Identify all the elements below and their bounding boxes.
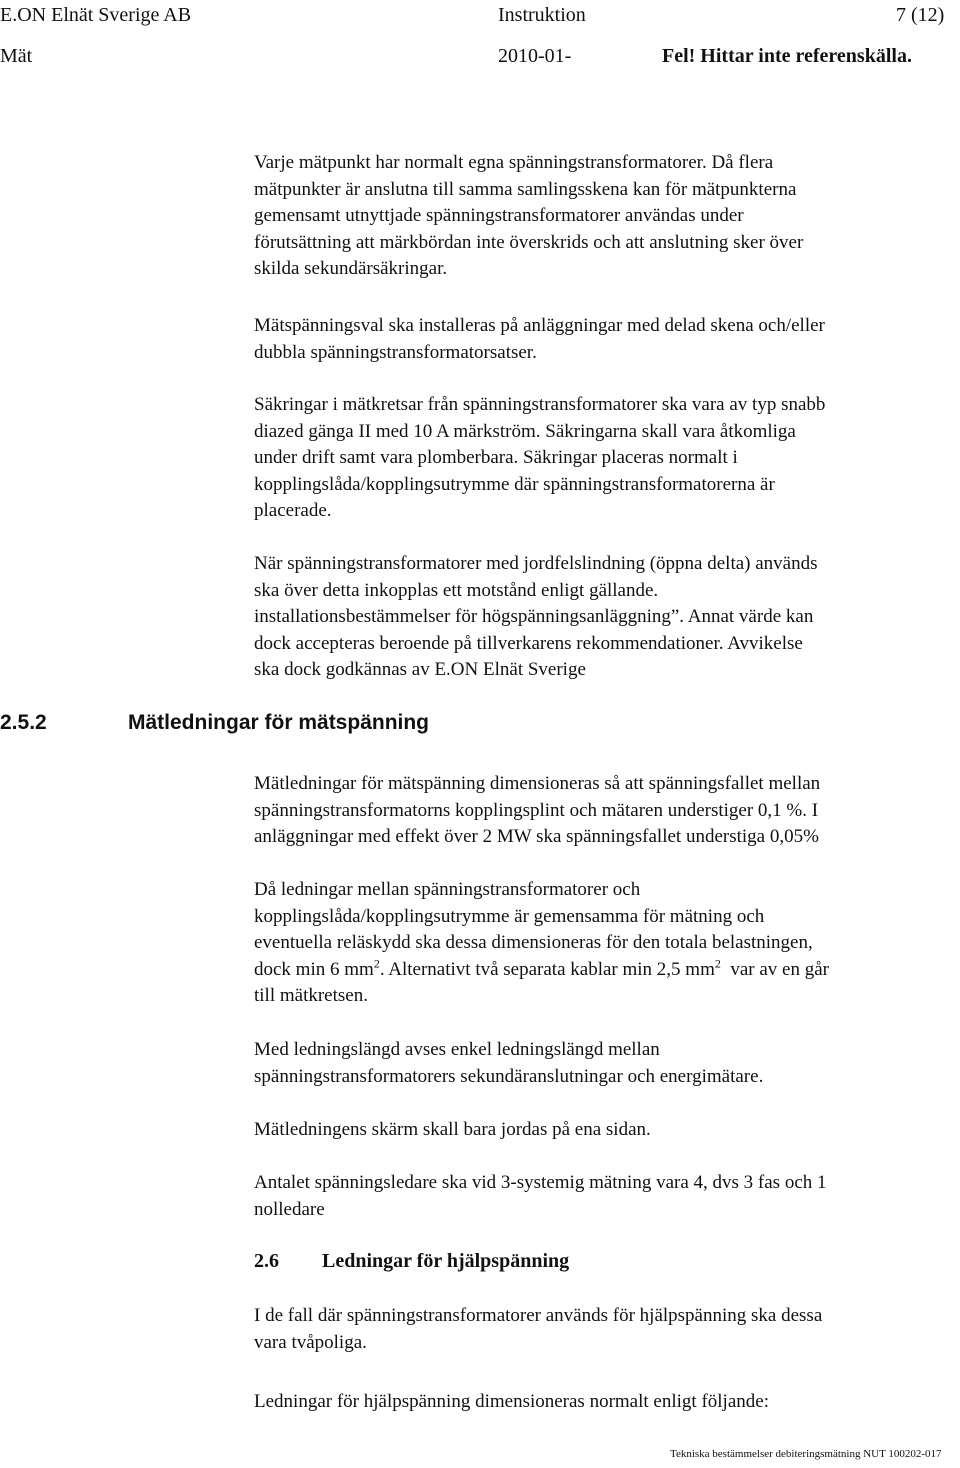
paragraph-ledningar-gemensamma: Då ledningar mellan spänningstransformatorer och kopplingslåda/kopplingsutrymme är gemensamma för mätning och eventuella reläskydd ska dessa dimensioneras för den totala belastningen, dock min 6 $mm^2$. Alternativt två separata kablar min 2,5 $mm^2$ var av en går till mätkretsen. — [254, 879, 829, 1006]
paragraph-jordfelslindning: När spänningstransformatorer med jordfelslindning (öppna delta) används ska över detta inkopplas ett motstånd enligt gällande. installationsbestämmelser för högspänningsanläggning”. Annat värde kan dock accepteras beroende på tillverkarens rekommendationer. Avvikelse ska dock godkännas av E.ON Elnät Sverige — [254, 553, 818, 680]
paragraph-matspanningsval: Mätspänningsval ska installeras på anläggningar med delad skena och/eller dubbla spänningstransformatorsatser. — [254, 315, 825, 363]
paragraph-spanningsledare: Antalet spänningsledare ska vid 3-systemig mätning vara 4, dvs 3 fas och 1 nolledare — [254, 1172, 827, 1220]
paragraph-matledningar: Mätledningar för mätspänning dimensioneras så att spänningsfallet mellan spänningstransformatorns kopplingsplint och mätaren understiger 0,1 %. I anläggningar med effekt över 2 MW ska spänningsfallet understiga 0,05% — [254, 773, 821, 847]
footer-document-id: Tekniska bestämmelser debiteringsmätning NUT 100202-017 — [670, 1448, 942, 1460]
paragraph-hjalpspanning: I de fall där spänningstransformatorer används för hjälpspänning ska dessa vara tvåpoliga. — [254, 1305, 823, 1353]
header-company: E.ON Elnät Sverige AB — [0, 4, 192, 26]
section-title: Ledningar för hjälpspänning — [322, 1250, 570, 1272]
header-doc-type: Instruktion — [498, 4, 586, 26]
section-number: 2.5.2 — [0, 711, 47, 734]
paragraph-skarm: Mätledningens skärm skall bara jordas på ena sidan. — [254, 1119, 651, 1140]
section-heading-2-6 — [254, 1250, 569, 1273]
header-date: 2010-01- — [498, 45, 572, 67]
section-title: Mätledningar för mätspänning — [128, 711, 430, 734]
header-page-number: 7 (12) — [896, 4, 945, 26]
paragraph-ledningslangd: Med ledningslängd avses enkel ledningslängd mellan spänningstransformatorers sekundäranslutningar och energimätare. — [254, 1039, 764, 1087]
header-reference-error: Fel! Hittar inte referenskälla. — [662, 45, 912, 67]
section-heading-2-5-2 — [0, 711, 429, 735]
section-number: 2.6 — [254, 1250, 279, 1272]
header-subject: Mät — [0, 45, 33, 67]
paragraph-spanningstransformatorer: Varje mätpunkt har normalt egna spänningstransformatorer. Då flera mätpunkter är anslutna till samma samlingsskena kan för mätpunkterna gemensamt utnyttjade spänningstransformatorer användas under förutsättning att märkbördan inte överskrids och att anslutning sker över skilda sekundärsäkringar. — [254, 152, 804, 279]
paragraph-dimensioneras: Ledningar för hjälpspänning dimensioneras normalt enligt följande: — [254, 1391, 769, 1412]
paragraph-sakringar: Säkringar i mätkretsar från spänningstransformatorer ska vara av typ snabb diazed gänga II med 10 A märkström. Säkringarna skall vara åtkomliga under drift samt vara plomberbara. Säkringar placeras normalt i kopplingslåda/kopplingsutrymme där spänningstransformatorerna är placerade. — [254, 394, 826, 521]
